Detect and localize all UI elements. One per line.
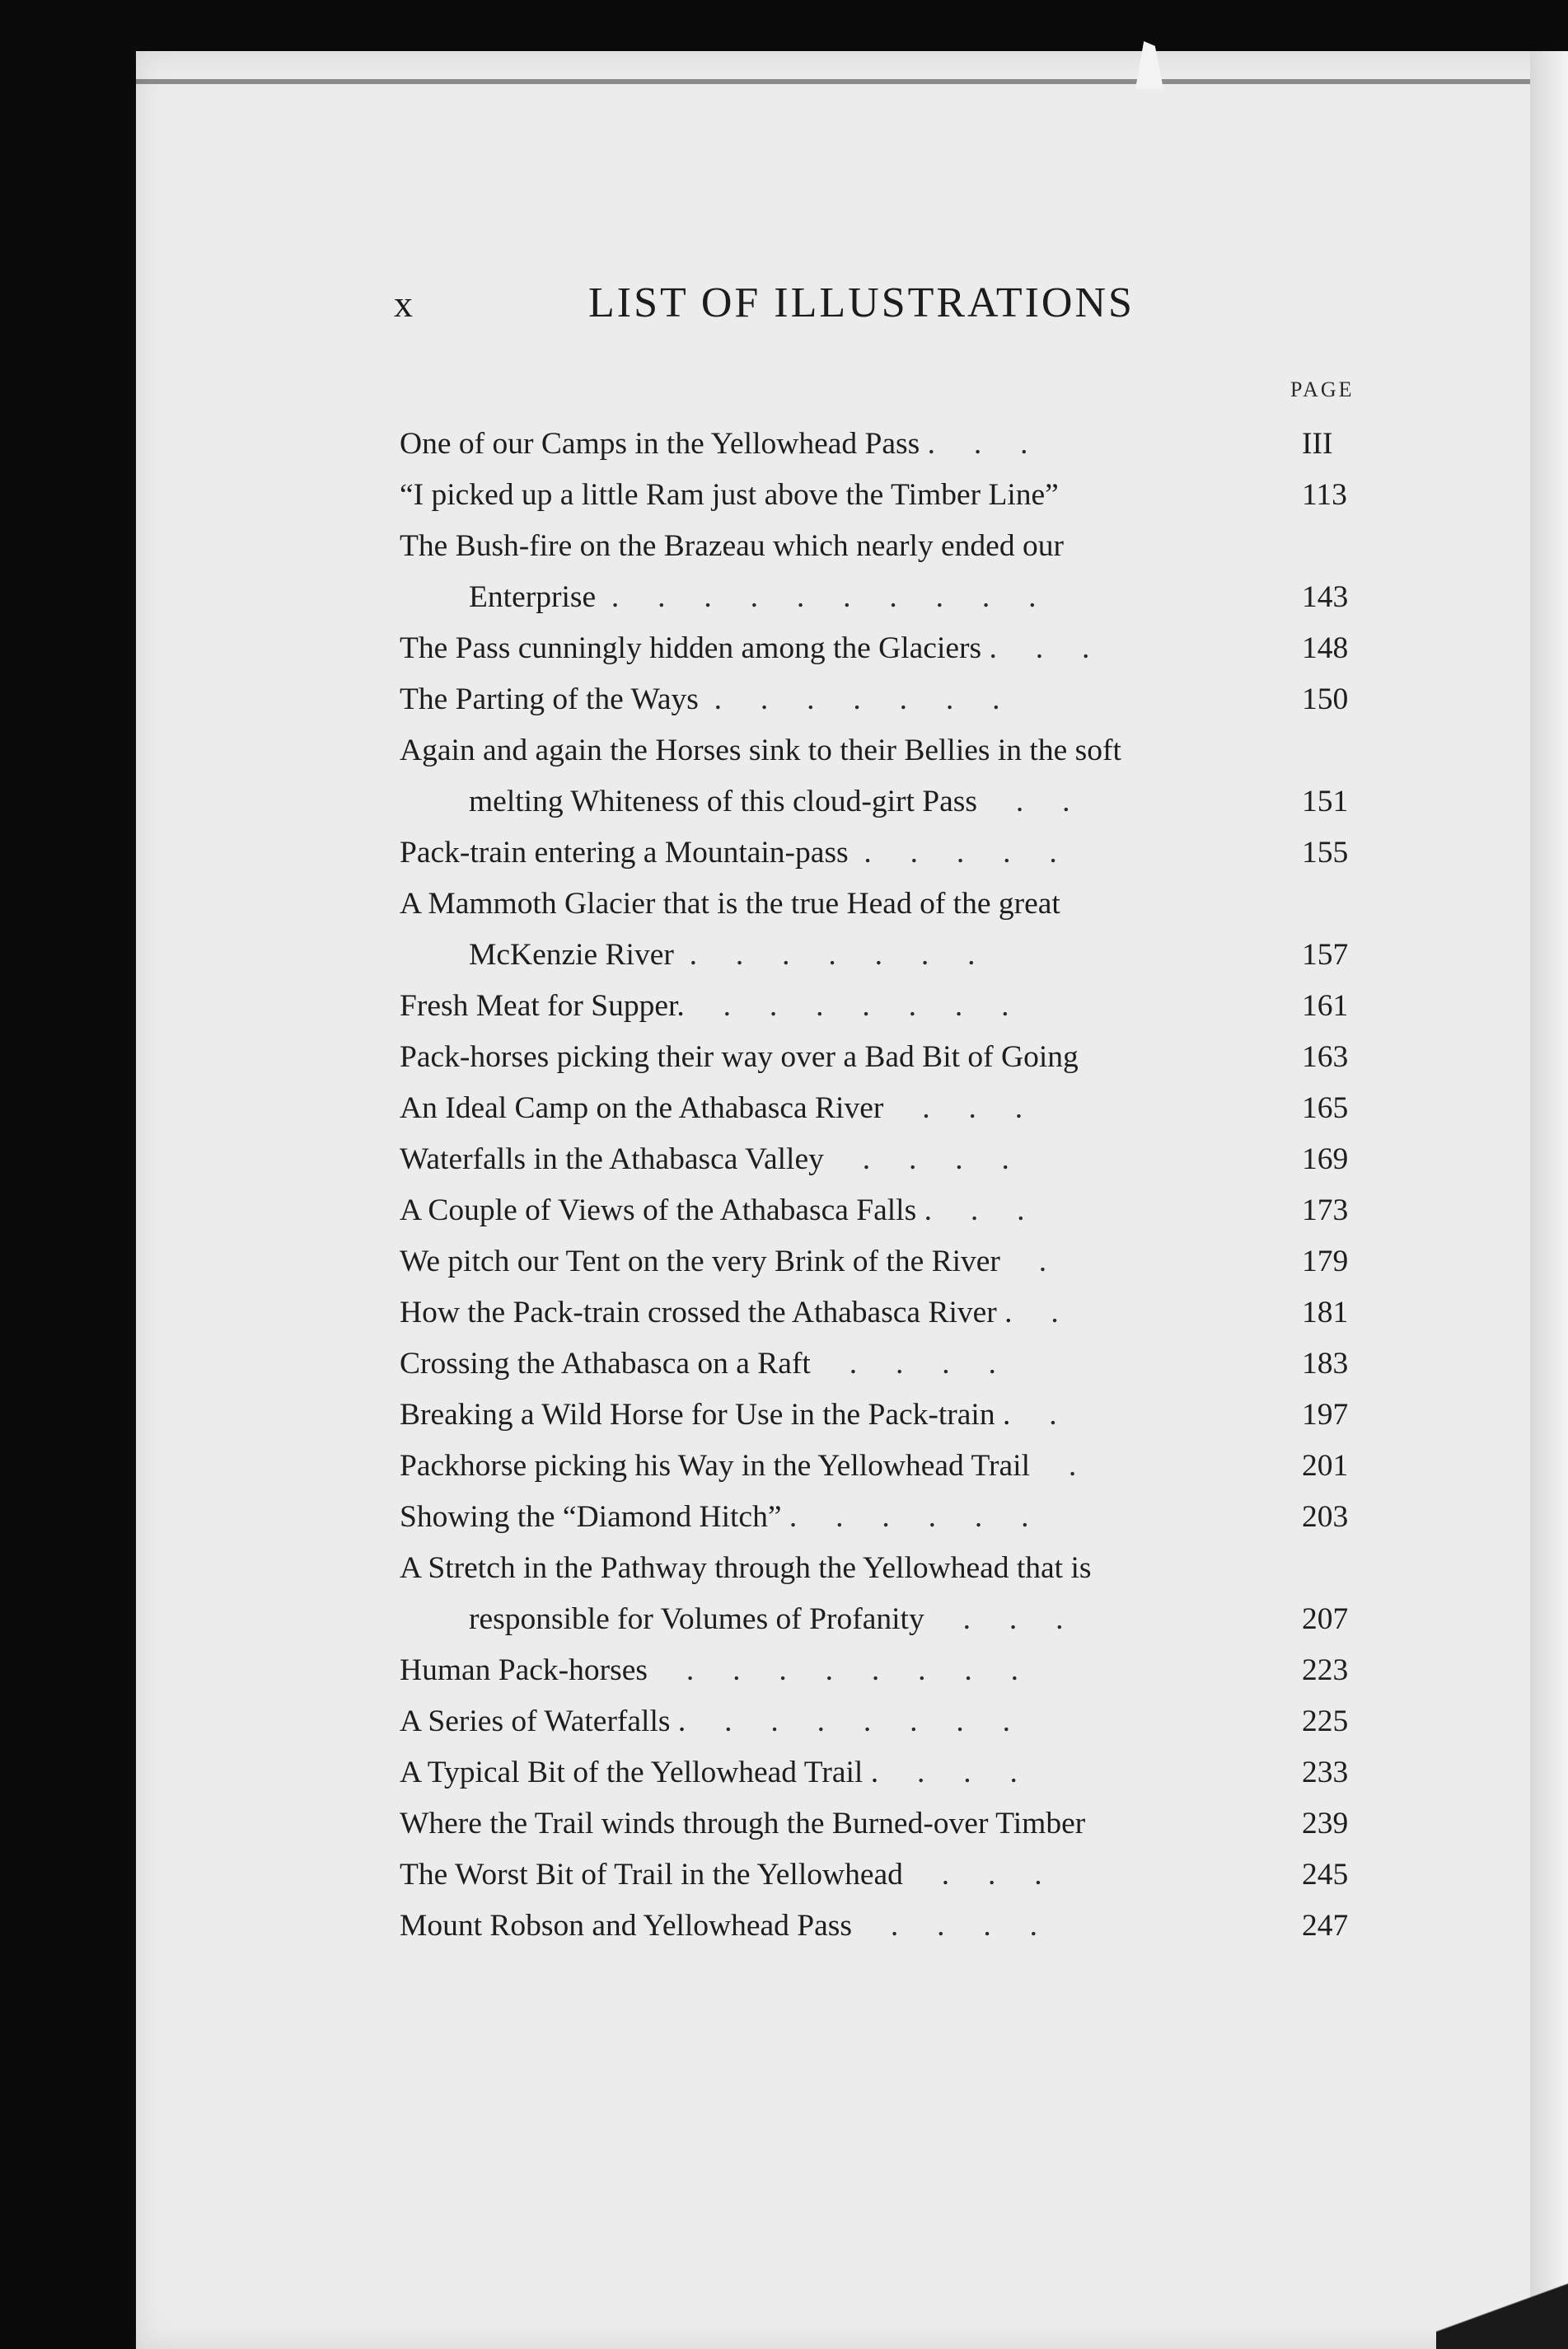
leader-dots: . . . . . . xyxy=(781,1500,1029,1534)
page-number: 225 xyxy=(1302,1704,1349,1738)
page-number: 151 xyxy=(1302,785,1349,818)
caption-text: One of our Camps in the Yellowhead Pass xyxy=(400,427,920,461)
page-number: 143 xyxy=(1302,580,1349,614)
leader-dots: . . . xyxy=(902,1858,1042,1892)
page-number: 148 xyxy=(1302,631,1349,665)
list-item xyxy=(400,1798,1368,1850)
page-number: 201 xyxy=(1302,1449,1349,1483)
illustration-caption xyxy=(400,725,1290,776)
list-item xyxy=(400,1339,1368,1390)
caption-text: We pitch our Tent on the very Brink of the River xyxy=(400,1245,1000,1278)
caption-text: A Series of Waterfalls . xyxy=(400,1704,686,1738)
illustrations-list xyxy=(400,419,1368,1952)
page-number: 239 xyxy=(1302,1807,1349,1840)
list-item xyxy=(400,419,1368,470)
list-item xyxy=(400,521,1368,623)
illustration-caption xyxy=(400,623,1290,674)
caption-text: Again and again the Horses sink to their Bellies in the soft xyxy=(400,734,1121,767)
illustration-caption xyxy=(400,1543,1290,1594)
list-item xyxy=(400,1696,1368,1747)
caption-text: The Bush-fire on the Brazeau which nearly ended our xyxy=(400,529,1064,563)
page-number: III xyxy=(1302,427,1333,461)
caption-text: An Ideal Camp on the Athabasca River xyxy=(400,1091,884,1125)
illustration-caption xyxy=(400,419,1290,470)
illustration-caption xyxy=(400,1492,1290,1543)
caption-text: responsible for Volumes of Profanity xyxy=(469,1602,924,1636)
list-item xyxy=(400,1185,1368,1236)
leader-dots: . . . . . . . xyxy=(684,989,1009,1023)
list-item xyxy=(400,674,1368,725)
illustration-caption xyxy=(400,828,1290,879)
leader-dots: . . . xyxy=(981,631,1090,665)
page-number: 179 xyxy=(1302,1245,1349,1278)
illustration-caption-continued xyxy=(400,776,1290,828)
caption-text: “I picked up a little Ram just above the Timber Line” xyxy=(400,478,1059,512)
list-item xyxy=(400,1645,1368,1696)
caption-text: Pack-train entering a Mountain-pass xyxy=(400,836,849,870)
leader-dots: . . xyxy=(976,785,1070,818)
leader-dots: . . . . . . . xyxy=(686,1704,1010,1738)
caption-text: A Stretch in the Pathway through the Yellowhead that is xyxy=(400,1551,1092,1585)
page-title: LIST OF ILLUSTRATIONS xyxy=(588,279,1135,326)
page-number: 245 xyxy=(1302,1858,1349,1892)
list-item xyxy=(400,1747,1368,1798)
leader-dots: . xyxy=(999,1245,1047,1278)
caption-text: Showing the “Diamond Hitch” xyxy=(400,1500,782,1534)
list-item xyxy=(400,1543,1368,1645)
illustration-caption xyxy=(400,1747,1290,1798)
page-number: 161 xyxy=(1302,989,1349,1023)
page-top-rule xyxy=(136,79,1537,84)
page-number: 207 xyxy=(1302,1602,1349,1636)
leader-dots: . . . xyxy=(883,1091,1023,1125)
illustration-caption-continued xyxy=(400,1594,1290,1645)
illustration-caption xyxy=(400,1696,1290,1747)
caption-text: A Couple of Views of the Athabasca Falls xyxy=(400,1193,917,1227)
illustration-caption xyxy=(400,1441,1290,1492)
leader-dots: . xyxy=(1030,1449,1077,1483)
illustration-caption xyxy=(400,674,1290,725)
caption-text: melting Whiteness of this cloud-girt Pass xyxy=(469,785,977,818)
caption-text: Packhorse picking his Way in the Yellowhead Trail xyxy=(400,1449,1030,1483)
leader-dots: . . . . . . . . xyxy=(647,1653,1018,1687)
page-header xyxy=(394,279,1383,336)
leader-dots: . . . . xyxy=(823,1142,1009,1176)
illustration-caption xyxy=(400,1185,1290,1236)
list-item xyxy=(400,725,1368,828)
illustration-caption xyxy=(400,1236,1290,1287)
page-number: 247 xyxy=(1302,1909,1349,1943)
page-number: 183 xyxy=(1302,1347,1349,1381)
page-number: 113 xyxy=(1302,478,1347,512)
illustration-caption xyxy=(400,1287,1290,1339)
list-item xyxy=(400,1850,1368,1901)
leader-dots: . . . xyxy=(916,1193,1025,1227)
illustration-caption xyxy=(400,1390,1290,1441)
list-item xyxy=(400,623,1368,674)
illustration-caption xyxy=(400,521,1290,572)
caption-text: Pack-horses picking their way over a Bad Bit of Going xyxy=(400,1040,1079,1074)
leader-dots: . . . . xyxy=(810,1347,996,1381)
page-number: 223 xyxy=(1302,1653,1349,1687)
caption-text: A Mammoth Glacier that is the true Head of the great xyxy=(400,887,1060,921)
page-number: 157 xyxy=(1302,938,1349,972)
illustration-caption xyxy=(400,1339,1290,1390)
list-item xyxy=(400,1032,1368,1083)
leader-dots: . . . . . . . xyxy=(673,938,976,972)
caption-text: Breaking a Wild Horse for Use in the Pack-train . xyxy=(400,1398,1011,1432)
leader-dots: . . . . xyxy=(852,1909,1037,1943)
caption-text: The Worst Bit of Trail in the Yellowhead xyxy=(400,1858,903,1892)
list-item xyxy=(400,828,1368,879)
leader-dots: . . . xyxy=(920,427,1028,461)
leader-dots: . xyxy=(1012,1296,1059,1329)
page-number: 150 xyxy=(1302,682,1349,716)
page-number: 165 xyxy=(1302,1091,1349,1125)
illustration-caption xyxy=(400,981,1290,1032)
page-number: 203 xyxy=(1302,1500,1349,1534)
leader-dots: . xyxy=(1010,1398,1057,1432)
illustration-caption xyxy=(400,1645,1290,1696)
list-item xyxy=(400,1083,1368,1134)
caption-text: Crossing the Athabasca on a Raft xyxy=(400,1347,811,1381)
list-item xyxy=(400,1236,1368,1287)
illustration-caption xyxy=(400,1134,1290,1185)
illustration-caption xyxy=(400,1798,1290,1850)
leader-dots: . . . . . xyxy=(848,836,1057,870)
list-item xyxy=(400,879,1368,981)
list-item xyxy=(400,981,1368,1032)
caption-text: Mount Robson and Yellowhead Pass xyxy=(400,1909,852,1943)
list-item xyxy=(400,1492,1368,1543)
page-column-label: PAGE xyxy=(1290,377,1355,401)
illustration-caption-continued xyxy=(400,572,1290,623)
caption-text: The Parting of the Ways xyxy=(400,682,699,716)
page-number: 197 xyxy=(1302,1398,1349,1432)
leader-dots: . . . . . . . . . . xyxy=(596,580,1037,614)
caption-text: How the Pack-train crossed the Athabasca River . xyxy=(400,1296,1013,1329)
caption-text: Human Pack-horses xyxy=(400,1653,648,1687)
illustration-caption xyxy=(400,1850,1290,1901)
list-item xyxy=(400,1901,1368,1952)
leader-dots: . . . xyxy=(924,1602,1064,1636)
list-item xyxy=(400,1287,1368,1339)
illustration-caption-continued xyxy=(400,930,1290,981)
page-number: 173 xyxy=(1302,1193,1349,1227)
illustration-caption xyxy=(400,1901,1290,1952)
page-number: 233 xyxy=(1302,1756,1349,1789)
list-item xyxy=(400,1390,1368,1441)
caption-text: Fresh Meat for Supper. xyxy=(400,989,685,1023)
caption-text: Enterprise xyxy=(469,580,597,614)
caption-text: The Pass cunningly hidden among the Glaciers xyxy=(400,631,982,665)
leader-dots: . . . . . . . xyxy=(698,682,1000,716)
list-item xyxy=(400,1441,1368,1492)
caption-text: McKenzie River xyxy=(469,938,674,972)
page-right-edge xyxy=(1530,51,1568,2349)
illustration-caption xyxy=(400,1032,1290,1083)
page-number: 169 xyxy=(1302,1142,1349,1176)
leader-dots: . . . xyxy=(878,1756,1018,1789)
caption-text: A Typical Bit of the Yellowhead Trail . xyxy=(400,1756,879,1789)
list-item xyxy=(400,470,1368,521)
illustration-caption xyxy=(400,470,1290,521)
caption-text: Waterfalls in the Athabasca Valley xyxy=(400,1142,824,1176)
caption-text: Where the Trail winds through the Burned-over Timber xyxy=(400,1807,1086,1840)
illustration-caption xyxy=(400,1083,1290,1134)
page-number: 181 xyxy=(1302,1296,1349,1329)
page-corner-shadow xyxy=(1436,2250,1568,2349)
illustration-caption xyxy=(400,879,1290,930)
folio-number: x xyxy=(394,283,413,325)
page-number: 163 xyxy=(1302,1040,1349,1074)
page-number: 155 xyxy=(1302,836,1349,870)
list-item xyxy=(400,1134,1368,1185)
